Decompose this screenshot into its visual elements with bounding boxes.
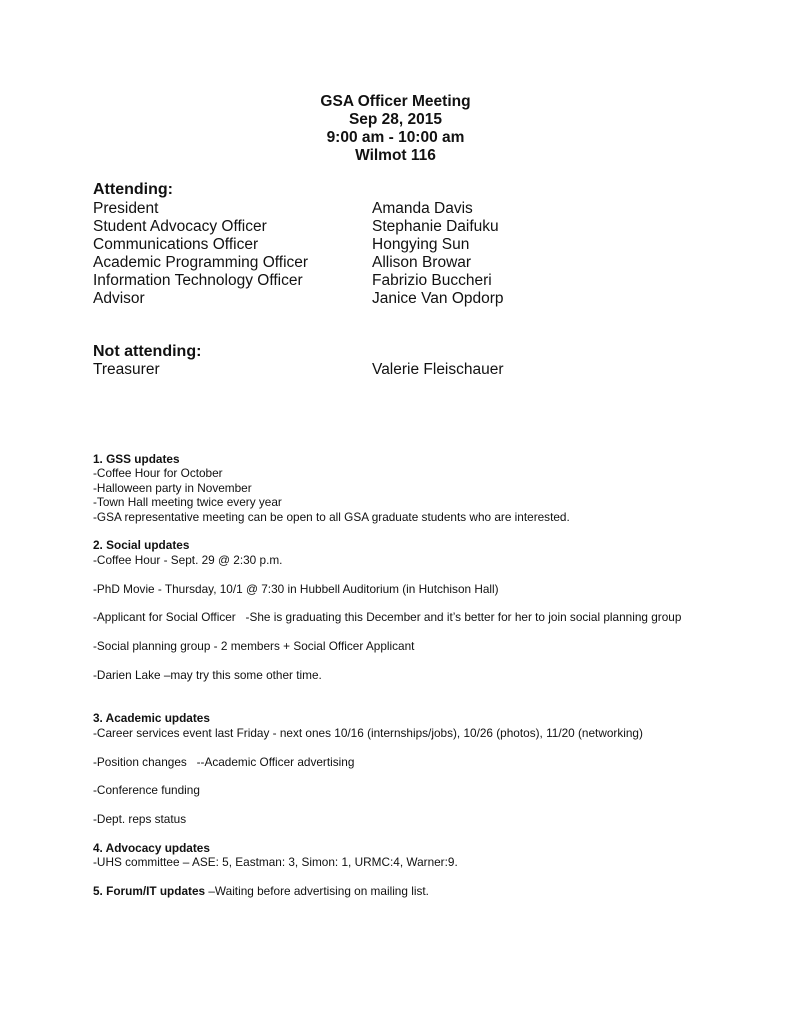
officer-role: Communications Officer [93,236,259,253]
meeting-time: 9:00 am - 10:00 am [326,129,465,146]
meeting-date: Sep 28, 2015 [348,111,443,128]
meeting-title: GSA Officer Meeting [320,93,471,110]
roster-row [93,361,753,379]
meeting-location: Wilmot 116 [355,147,436,164]
officer-role: Treasurer [93,361,160,378]
agenda-item-title: 5. Forum/IT updates [93,884,206,899]
agenda-note-line [93,567,693,581]
officer-name: Stephanie Daifuku [372,218,499,235]
roster-row [93,272,753,290]
roster-row [93,218,753,236]
officer-role: Academic Programming Officer [93,254,309,271]
officer-name: Janice Van Opdorp [372,290,504,307]
agenda-note-line: -UHS committee – ASE: 5, Eastman: 3, Simon: 1, URMC:4, Warner:9. [93,855,458,870]
agenda-note-line: -Applicant for Social Officer -She is graduating this December and it’s better for her to join social planning group [93,610,682,625]
agenda-item [93,711,693,826]
agenda-item [93,841,693,870]
agenda-item [93,452,693,524]
agenda-item [93,538,693,696]
roster-row [93,254,753,272]
not-attending-list [93,361,753,379]
agenda-note-line: -Position changes --Academic Officer advertising [93,754,355,769]
agenda-note-line: -Social planning group - 2 members + Social Officer Applicant [93,639,415,654]
agenda-item-inline-note: –Waiting before advertising on mailing list. [205,884,429,899]
officer-name: Hongying Sun [372,236,470,253]
agenda-item-title: 1. GSS updates [93,452,180,466]
officer-role: Advisor [93,290,145,307]
officer-name: Valerie Fleischauer [372,361,504,378]
agenda-item [93,884,693,898]
officer-role: Student Advocacy Officer [93,218,267,235]
not-attending-heading: Not attending: [93,343,202,360]
agenda-item-title: 4. Advocacy updates [93,840,210,855]
roster-row [93,290,753,308]
agenda-note-line: -Halloween party in November [93,480,252,495]
agenda-item-heading [93,452,693,466]
officer-role: Information Technology Officer [93,272,303,289]
agenda-item-heading [93,538,693,552]
agenda-item-heading [93,711,693,725]
agenda-item-heading [93,884,693,898]
agenda-note-line: -Town Hall meeting twice every year [93,495,282,510]
agenda-item-title: 2. Social updates [93,538,190,553]
agenda-note-line: -Coffee Hour for October [93,466,223,481]
attending-heading: Attending: [93,181,173,198]
meeting-header [0,93,791,165]
agenda-note-line [93,740,693,754]
officer-name: Allison Browar [372,254,472,271]
meeting-notes [93,452,693,899]
roster-row [93,200,753,218]
attending-list [93,200,753,308]
agenda-note-line [93,682,693,696]
agenda-note-line [93,625,693,639]
officer-name: Fabrizio Buccheri [372,272,492,289]
agenda-note-line: -GSA representative meeting can be open to all GSA graduate students who are interested. [93,509,570,524]
agenda-note-line: -PhD Movie - Thursday, 10/1 @ 7:30 in Hubbell Auditorium (in Hutchison Hall) [93,581,499,596]
agenda-note-line: -Conference funding [93,783,200,798]
officer-role: President [93,200,159,217]
agenda-note-line [93,798,693,812]
agenda-note-line [93,654,693,668]
agenda-note-line [93,769,693,783]
agenda-note-line: -Coffee Hour - Sept. 29 @ 2:30 p.m. [93,552,283,567]
agenda-note-line: -Dept. reps status [93,812,187,827]
agenda-note-line: -Career services event last Friday - next ones 10/16 (internships/jobs), 10/26 (photos), 11/20 (networking) [93,725,643,740]
roster-row [93,236,753,254]
officer-name: Amanda Davis [372,200,473,217]
agenda-note-line: -Darien Lake –may try this some other time. [93,668,322,683]
agenda-item-title: 3. Academic updates [93,711,210,726]
agenda-item-heading [93,841,693,855]
agenda-note-line [93,596,693,610]
